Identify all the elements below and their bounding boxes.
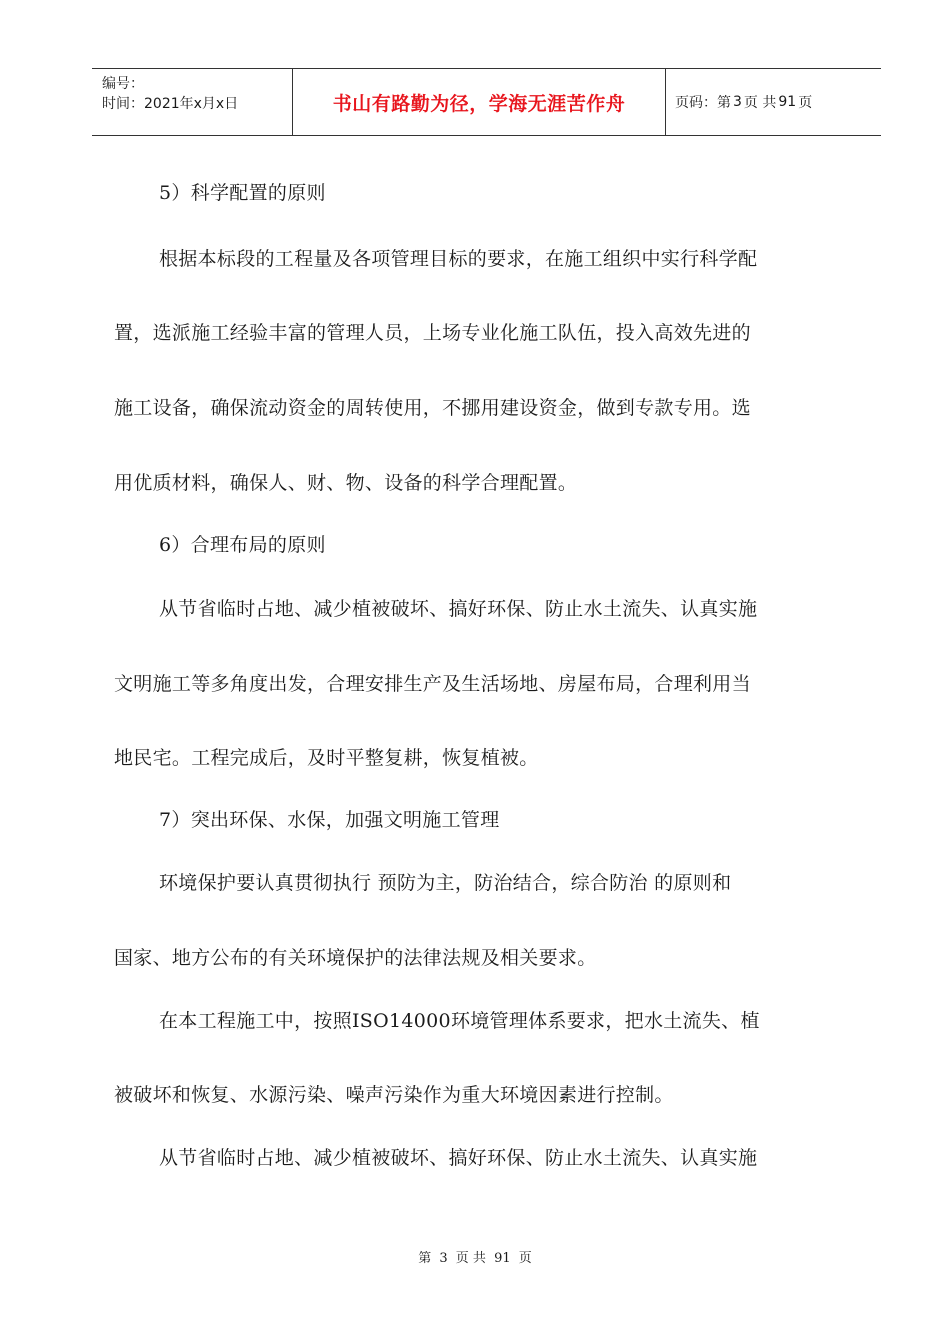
paragraph-line: 环境保护要认真贯彻执行 预防为主，防治结合，综合防治 的原则和 bbox=[159, 872, 732, 894]
paragraph-line: 从节省临时占地、减少植被破坏、搞好环保、防止水土流失、认真实施 bbox=[159, 598, 758, 620]
header-motto-cell bbox=[293, 69, 666, 135]
paragraph-line: 施工设备，确保流动资金的周转使用，不挪用建设资金，做到专款专用。选 bbox=[114, 397, 751, 419]
paragraph-line: 国家、地方公布的有关环境保护的法律法规及相关要求。 bbox=[114, 947, 597, 969]
footer-mid: 页 共 bbox=[455, 1251, 486, 1266]
header-page-suffix: 页 bbox=[798, 95, 813, 111]
paragraph-line: 从节省临时占地、减少植被破坏、搞好环保、防止水土流失、认真实施 bbox=[159, 1147, 758, 1169]
paragraph-line: 在本工程施工中，按照ISO14000环境管理体系要求，把水土流失、植 bbox=[159, 1010, 760, 1032]
header-page-current: 3 bbox=[733, 94, 742, 110]
paragraph-line: 被破坏和恢复、水源污染、噪声污染作为重大环境因素进行控制。 bbox=[114, 1084, 674, 1106]
paragraph-line: 文明施工等多角度出发，合理安排生产及生活场地、房屋布局，合理利用当 bbox=[114, 673, 751, 695]
section-heading: 5）科学配置的原则 bbox=[159, 182, 326, 204]
section-heading: 6）合理布局的原则 bbox=[159, 534, 326, 556]
page-footer bbox=[0, 1247, 950, 1266]
paragraph-line: 地民宅。工程完成后，及时平整复耕，恢复植被。 bbox=[114, 747, 539, 769]
header-page-cell bbox=[666, 69, 881, 135]
header-page-mid: 页 共 bbox=[743, 95, 777, 111]
header-meta-cell bbox=[92, 69, 293, 135]
document-time-label: 时间：2021年x月x日 bbox=[102, 96, 239, 112]
header-page-prefix: 页码：第 bbox=[675, 95, 731, 111]
paragraph-line: 用优质材料，确保人、财、物、设备的科学合理配置。 bbox=[114, 472, 578, 494]
document-number-label: 编号： bbox=[102, 76, 144, 92]
section-heading: 7）突出环保、水保，加强文明施工管理 bbox=[159, 809, 500, 831]
page-header bbox=[92, 68, 881, 136]
footer-current-page: 3 bbox=[439, 1251, 448, 1266]
paragraph-line: 根据本标段的工程量及各项管理目标的要求，在施工组织中实行科学配 bbox=[159, 248, 758, 270]
footer-prefix: 第 bbox=[418, 1251, 432, 1266]
footer-total-pages: 91 bbox=[494, 1251, 511, 1266]
footer-suffix: 页 bbox=[518, 1251, 532, 1266]
paragraph-line: 置，选派施工经验丰富的管理人员，上场专业化施工队伍，投入高效先进的 bbox=[114, 322, 751, 344]
header-motto: 书山有路勤为径，学海无涯苦作舟 bbox=[332, 92, 626, 115]
header-page-total: 91 bbox=[778, 94, 797, 110]
